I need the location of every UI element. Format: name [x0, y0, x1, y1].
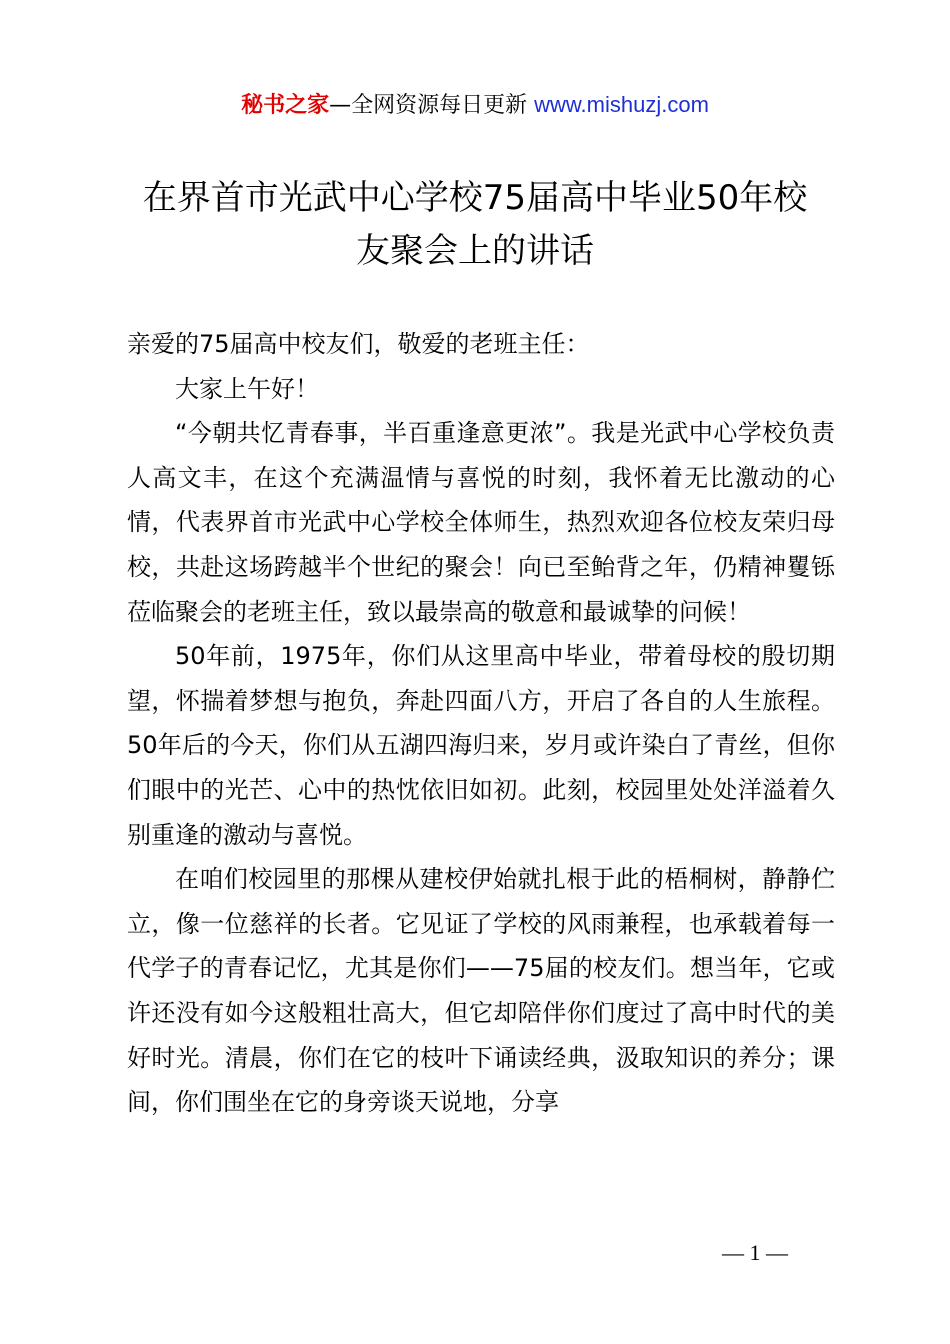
document-body	[127, 322, 835, 1125]
title-line-1: 在界首市光武中心学校75届高中毕业50年校	[142, 178, 808, 218]
header-tagline: —全网资源每日更新	[329, 93, 528, 118]
title-line-2: 友聚会上的讲话	[356, 231, 594, 271]
site-url-link[interactable]: www.mishuzj.com	[534, 92, 709, 117]
paragraph: 50年前，1975年，你们从这里高中毕业，带着母校的殷切期望，怀揣着梦想与抱负，奔赴四面八方，开启了各自的人生旅程。50年后的今天，你们从五湖四海归来，岁月或许染白了青丝，但你们眼中的光芒、心中的热忱依旧如初。此刻，校园里处处洋溢着久别重逢的激动与喜悦。	[127, 642, 835, 849]
paragraph: 在咱们校园里的那棵从建校伊始就扎根于此的梧桐树，静静伫立，像一位慈祥的长者。它见证了学校的风雨兼程，也承载着每一代学子的青春记忆，尤其是你们——75届的校友们。想当年，它或许还没有如今这般粗壮高大，但它却陪伴你们度过了高中时代的美好时光。清晨，你们在它的枝叶下诵读经典，汲取知识的养分；课间，你们围坐在它的身旁谈天说地，分享	[127, 865, 835, 1117]
salutation: 亲爱的75届高中校友们，敬爱的老班主任：	[127, 330, 590, 358]
paragraph: “今朝共忆青春事，半百重逢意更浓”。我是光武中心学校负责人高文丰，在这个充满温情与喜悦的时刻，我怀着无比激动的心情，代表界首市光武中心学校全体师生，热烈欢迎各位校友荣归母校，共赴这场跨越半个世纪的聚会！向已至鲐背之年，仍精神矍铄莅临聚会的老班主任，致以最崇高的敬意和最诚挚的问候！	[127, 419, 835, 626]
site-header	[0, 90, 950, 121]
page-number: — 1 —	[722, 1240, 788, 1265]
brand-name: 秘书之家	[241, 93, 330, 118]
greeting: 大家上午好！	[175, 374, 319, 403]
document-title	[100, 172, 850, 278]
